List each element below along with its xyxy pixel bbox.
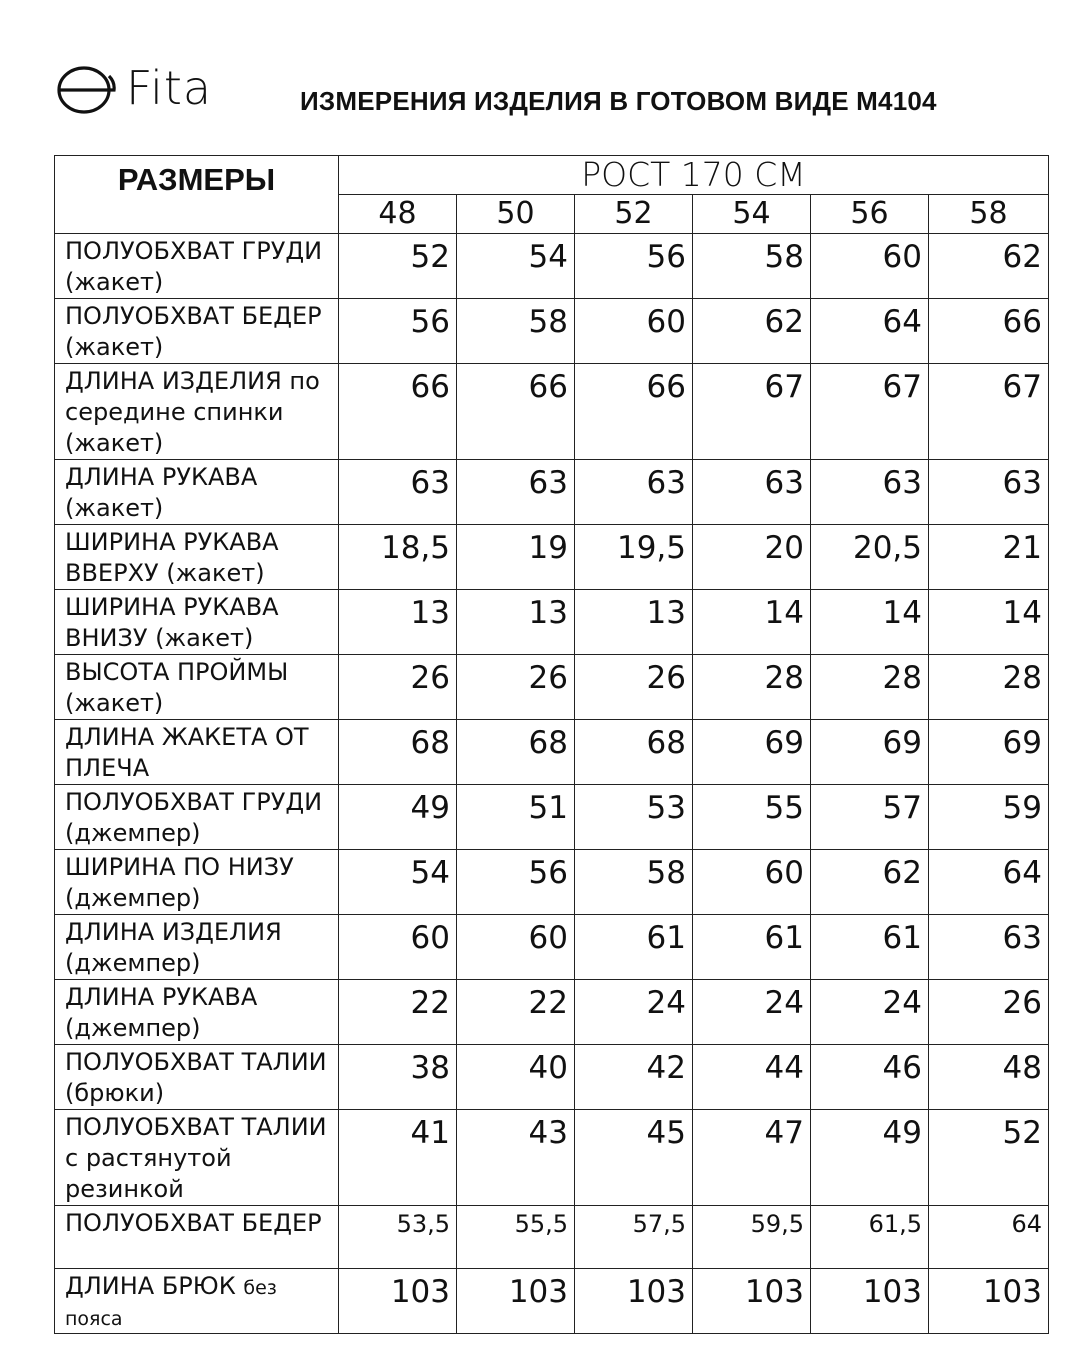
value-cell: 56 [457,850,575,915]
row-label: ДЛИНА ИЗДЕЛИЯ (джемпер) [55,915,339,980]
value-cell: 54 [339,850,457,915]
row-label: ПОЛУОБХВАТ БЕДЕР [55,1206,339,1269]
value-cell: 14 [811,590,929,655]
height-header-cell: РОСТ 170 СМ [339,156,1049,195]
table-row [55,590,1049,655]
value-cell: 103 [339,1269,457,1334]
table-row [55,720,1049,785]
brand-name: Fita [126,61,213,115]
size-header-cell: 50 [457,195,575,234]
value-cell: 67 [929,364,1049,460]
value-cell: 28 [811,655,929,720]
row-label: ДЛИНА ЖАКЕТА ОТ ПЛЕЧА [55,720,339,785]
table-row [55,850,1049,915]
value-cell: 103 [811,1269,929,1334]
value-cell: 48 [929,1045,1049,1110]
value-cell: 41 [339,1110,457,1206]
table-row [55,1045,1049,1110]
value-cell: 24 [811,980,929,1045]
value-cell: 68 [575,720,693,785]
value-cell: 60 [575,299,693,364]
value-cell: 28 [693,655,811,720]
table-row [55,915,1049,980]
value-cell: 67 [693,364,811,460]
value-cell: 63 [929,915,1049,980]
value-cell: 13 [575,590,693,655]
value-cell: 56 [339,299,457,364]
value-cell: 28 [929,655,1049,720]
value-cell: 62 [811,850,929,915]
value-cell: 69 [811,720,929,785]
value-cell: 13 [457,590,575,655]
table-row [55,1269,1049,1334]
value-cell: 63 [339,460,457,525]
row-label: ДЛИНА РУКАВА (жакет) [55,460,339,525]
value-cell: 19 [457,525,575,590]
value-cell: 24 [575,980,693,1045]
value-cell: 68 [457,720,575,785]
row-label [55,1269,339,1334]
row-label: ШИРИНА РУКАВА ВНИЗУ (жакет) [55,590,339,655]
value-cell: 21 [929,525,1049,590]
row-label: ДЛИНА ИЗДЕЛИЯ по середине спинки (жакет) [55,364,339,460]
value-cell: 103 [457,1269,575,1334]
row-label-note: без пояса [65,1277,277,1330]
value-cell: 64 [929,1206,1049,1269]
value-cell: 60 [339,915,457,980]
row-label: ПОЛУОБХВАТ БЕДЕР (жакет) [55,299,339,364]
table-row [55,1206,1049,1269]
value-cell: 45 [575,1110,693,1206]
value-cell: 54 [457,234,575,299]
value-cell: 59,5 [693,1206,811,1269]
value-cell: 55 [693,785,811,850]
value-cell: 63 [457,460,575,525]
value-cell: 14 [693,590,811,655]
brand-logo [54,62,212,114]
value-cell: 43 [457,1110,575,1206]
value-cell: 56 [575,234,693,299]
value-cell: 103 [929,1269,1049,1334]
value-cell: 67 [811,364,929,460]
value-cell: 51 [457,785,575,850]
value-cell: 19,5 [575,525,693,590]
size-header-cell: 56 [811,195,929,234]
value-cell: 26 [339,655,457,720]
value-cell: 24 [693,980,811,1045]
value-cell: 55,5 [457,1206,575,1269]
value-cell: 60 [811,234,929,299]
value-cell: 62 [929,234,1049,299]
value-cell: 66 [457,364,575,460]
row-label: ШИРИНА РУКАВА ВВЕРХУ (жакет) [55,525,339,590]
value-cell: 63 [811,460,929,525]
value-cell: 103 [575,1269,693,1334]
value-cell: 103 [693,1269,811,1334]
value-cell: 61 [811,915,929,980]
size-header-cell: 58 [929,195,1049,234]
row-label: ПОЛУОБХВАТ ГРУДИ (жакет) [55,234,339,299]
value-cell: 22 [457,980,575,1045]
value-cell: 58 [457,299,575,364]
value-cell: 68 [339,720,457,785]
row-label: ПОЛУОБХВАТ ТАЛИИ с растянутой резинкой [55,1110,339,1206]
value-cell: 46 [811,1045,929,1110]
value-cell: 61 [693,915,811,980]
table-row [55,785,1049,850]
value-cell: 40 [457,1045,575,1110]
value-cell: 64 [929,850,1049,915]
table-row [55,655,1049,720]
value-cell: 60 [693,850,811,915]
value-cell: 63 [575,460,693,525]
value-cell: 62 [693,299,811,364]
value-cell: 47 [693,1110,811,1206]
value-cell: 13 [339,590,457,655]
row-label: ПОЛУОБХВАТ ТАЛИИ (брюки) [55,1045,339,1110]
value-cell: 60 [457,915,575,980]
row-label-main: ДЛИНА БРЮК [65,1272,236,1300]
value-cell: 20 [693,525,811,590]
value-cell: 18,5 [339,525,457,590]
value-cell: 58 [575,850,693,915]
value-cell: 64 [811,299,929,364]
document-title: ИЗМЕРЕНИЯ ИЗДЕЛИЯ В ГОТОВОМ ВИДЕ М4104 [300,86,937,116]
value-cell: 49 [811,1110,929,1206]
value-cell: 26 [929,980,1049,1045]
value-cell: 49 [339,785,457,850]
table-row [55,980,1049,1045]
value-cell: 26 [575,655,693,720]
table-header-row [55,156,1049,195]
size-header-cell: 54 [693,195,811,234]
value-cell: 58 [693,234,811,299]
value-cell: 69 [693,720,811,785]
value-cell: 69 [929,720,1049,785]
table-row [55,364,1049,460]
value-cell: 53,5 [339,1206,457,1269]
sizes-header-cell: РАЗМЕРЫ [55,156,339,234]
value-cell: 57,5 [575,1206,693,1269]
value-cell: 53 [575,785,693,850]
table-row [55,234,1049,299]
value-cell: 52 [339,234,457,299]
value-cell: 26 [457,655,575,720]
size-header-cell: 52 [575,195,693,234]
value-cell: 63 [929,460,1049,525]
value-cell: 63 [693,460,811,525]
table-row [55,1110,1049,1206]
value-cell: 42 [575,1045,693,1110]
value-cell: 61 [575,915,693,980]
row-label: ПОЛУОБХВАТ ГРУДИ (джемпер) [55,785,339,850]
value-cell: 66 [339,364,457,460]
value-cell: 44 [693,1045,811,1110]
row-label: ШИРИНА ПО НИЗУ (джемпер) [55,850,339,915]
table-row [55,525,1049,590]
value-cell: 61,5 [811,1206,929,1269]
row-label: ВЫСОТА ПРОЙМЫ (жакет) [55,655,339,720]
value-cell: 38 [339,1045,457,1110]
value-cell: 52 [929,1110,1049,1206]
value-cell: 57 [811,785,929,850]
measurements-table [54,155,1049,1334]
value-cell: 59 [929,785,1049,850]
theta-circle-logo-icon [54,62,116,114]
value-cell: 22 [339,980,457,1045]
value-cell: 20,5 [811,525,929,590]
row-label: ДЛИНА РУКАВА (джемпер) [55,980,339,1045]
table-row [55,460,1049,525]
value-cell: 66 [929,299,1049,364]
table-row [55,299,1049,364]
size-header-cell: 48 [339,195,457,234]
value-cell: 14 [929,590,1049,655]
value-cell: 66 [575,364,693,460]
